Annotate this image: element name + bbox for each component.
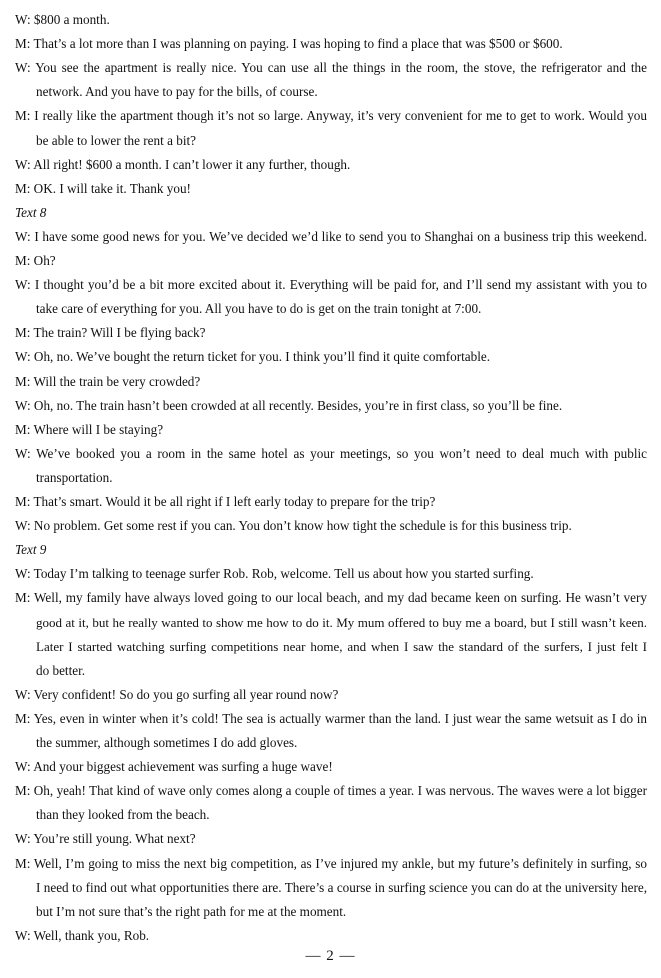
transcript-line-text: M: Well, I’m going to miss the next big competition, as I’ve injured my ankle, but my future’s definitely in surfing, so <box>15 855 647 871</box>
transcript-line <box>0 490 661 514</box>
transcript-line-text: M: OK. I will take it. Thank you! <box>15 180 191 196</box>
transcript-line <box>0 32 661 56</box>
transcript-line-text: W: No problem. Get some rest if you can. You don’t know how tight the schedule is for this business trip. <box>15 518 572 534</box>
transcript-line-text: M: Well, my family have always loved going to our local beach, and my dad became keen on surfing. He wasn’t very <box>15 590 647 606</box>
transcript-line-text: Later I started watching surfing competitions near home, and when I saw the standard of the surfers, I just felt I <box>36 638 647 654</box>
transcript-line-text: M: That’s smart. Would it be all right if I left early today to prepare for the trip? <box>15 494 436 509</box>
section-heading <box>0 201 661 225</box>
section-heading-text: Text 8 <box>15 204 47 220</box>
transcript-line-text: be able to lower the rent a bit? <box>36 132 197 148</box>
transcript-line <box>0 586 661 610</box>
transcript-line <box>0 249 661 273</box>
transcript-line-text: M: Where will I be staying? <box>15 421 164 437</box>
transcript-line-text: I need to find out what opportunities there are. There’s a course in surfing science you can do at the university here, <box>36 879 647 895</box>
transcript-line-text: M: Will the train be very crowded? <box>15 373 201 389</box>
transcript-line-text: W: $800 a month. <box>15 12 110 27</box>
transcript-line <box>0 659 661 683</box>
transcript-line <box>0 707 661 731</box>
transcript-line-text: transportation. <box>36 469 113 485</box>
transcript-line <box>0 803 661 827</box>
transcript-line-text: W: You see the apartment is really nice. You can use all the things in the room, the stove, the refrigerator and the <box>15 60 647 76</box>
transcript-line <box>0 731 661 755</box>
transcript-line <box>0 56 661 80</box>
transcript-line-text: W: I have some good news for you. We’ve decided we’d like to send you to Shanghai on a business trip this weekend. <box>15 228 647 244</box>
transcript-line <box>0 80 661 104</box>
transcript-line <box>0 273 661 297</box>
transcript-line-text: M: The train? Will I be flying back? <box>15 325 206 341</box>
transcript-line <box>0 104 661 128</box>
transcript-line <box>0 418 661 442</box>
transcript-line-text: good at it, but he really wanted to show me how to do it. My mum offered to buy me a board, but I still wasn’t keen. <box>36 614 647 630</box>
transcript-line <box>0 514 661 538</box>
transcript-line-text: M: Oh? <box>15 253 56 268</box>
transcript-line-text: W: I thought you’d be a bit more excited about it. Everything will be paid for, and I’ll send my assistant with you to <box>15 277 647 293</box>
transcript-line <box>0 876 661 900</box>
transcript-line-text: take care of everything for you. All you have to do is get on the train tonight at 7:00. <box>36 301 482 317</box>
section-heading <box>0 538 661 562</box>
transcript-line-text: do better. <box>36 662 86 678</box>
transcript-line-text: W: Today I’m talking to teenage surfer Rob. Rob, welcome. Tell us about how you started surfing. <box>15 566 534 582</box>
transcript-line-text: W: You’re still young. What next? <box>15 831 196 847</box>
transcript-line <box>0 321 661 345</box>
transcript-line <box>0 852 661 876</box>
page-number: — 2 — <box>305 948 356 964</box>
transcript-line <box>0 466 661 490</box>
transcript-line <box>0 683 661 707</box>
transcript-line <box>0 177 661 201</box>
transcript-line <box>0 755 661 779</box>
transcript-line-text: W: We’ve booked you a room in the same hotel as your meetings, so you won’t need to deal much with public <box>15 445 647 461</box>
transcript-line <box>0 225 661 249</box>
transcript-line-text: the summer, although sometimes I do add gloves. <box>36 735 298 750</box>
transcript-line <box>0 345 661 369</box>
transcript-line-text: W: Well, thank you, Rob. <box>15 927 150 943</box>
transcript-line <box>0 370 661 394</box>
transcript-line-text: than they looked from the beach. <box>36 807 210 823</box>
transcript-line-text: M: Yes, even in winter when it’s cold! The sea is actually warmer than the land. I just wear the same wetsuit as I do in <box>15 710 647 726</box>
transcript-line <box>0 827 661 851</box>
transcript-line-text: W: Oh, no. The train hasn’t been crowded at all recently. Besides, you’re in first class, so you’ll be fine. <box>15 397 563 413</box>
section-heading-text: Text 9 <box>15 542 47 558</box>
transcript-line <box>0 129 661 153</box>
transcript-line-text: but I’m not sure that’s the right path for me at the moment. <box>36 903 347 919</box>
transcript-line <box>0 394 661 418</box>
transcript-line-text: W: Very confident! So do you go surfing all year round now? <box>15 686 339 702</box>
transcript-line <box>0 442 661 466</box>
transcript-line <box>0 8 661 32</box>
transcript-line-text: W: Oh, no. We’ve bought the return ticket for you. I think you’ll find it quite comfortable. <box>15 349 491 365</box>
transcript-line <box>0 900 661 924</box>
transcript-line-text: M: That’s a lot more than I was planning on paying. I was hoping to find a place that was $500 or $600. <box>15 36 563 52</box>
transcript-line <box>0 562 661 586</box>
transcript-line-text: M: Oh, yeah! That kind of wave only comes along a couple of times a year. I was nervous. The waves were a lot bigger <box>15 783 647 799</box>
transcript-line <box>0 779 661 803</box>
transcript-line-text: W: All right! $600 a month. I can’t lower it any further, though. <box>15 156 351 172</box>
transcript-line <box>0 611 661 635</box>
transcript-line-text: W: And your biggest achievement was surfing a huge wave! <box>15 759 333 775</box>
transcript-line <box>0 297 661 321</box>
transcript-line-text: network. And you have to pay for the bills, of course. <box>36 84 318 100</box>
transcript-line-text: M: I really like the apartment though it’s not so large. Anyway, it’s very convenient for me to get to work. Would you <box>15 108 647 124</box>
transcript-line <box>0 635 661 659</box>
transcript-line <box>0 153 661 177</box>
